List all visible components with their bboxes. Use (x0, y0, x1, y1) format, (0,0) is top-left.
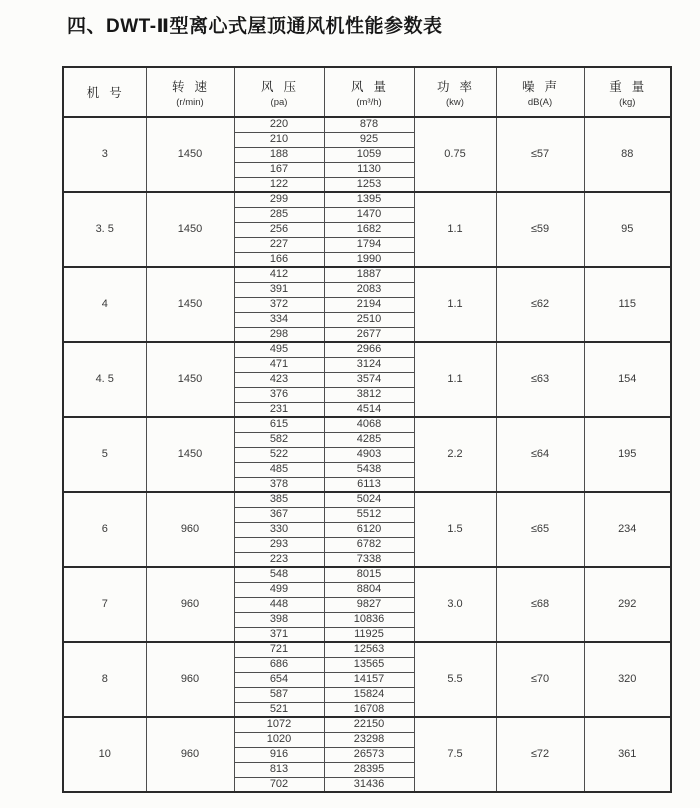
pressure-cell: 188 (234, 147, 324, 162)
pressure-cell: 499 (234, 582, 324, 597)
speed-cell: 960 (146, 567, 234, 642)
volume-cell: 8804 (324, 582, 414, 597)
column-header-unit: (m³/h) (356, 96, 382, 108)
volume-cell: 1794 (324, 237, 414, 252)
performance-table (62, 66, 672, 793)
volume-cell: 22150 (324, 717, 414, 732)
pressure-cell: 702 (234, 777, 324, 792)
pressure-cell: 521 (234, 702, 324, 717)
power-cell: 3.0 (414, 567, 496, 642)
pressure-cell: 686 (234, 657, 324, 672)
volume-cell: 4285 (324, 432, 414, 447)
table-row (63, 717, 671, 732)
volume-cell: 13565 (324, 657, 414, 672)
pressure-cell: 587 (234, 687, 324, 702)
pressure-cell: 398 (234, 612, 324, 627)
pressure-cell: 167 (234, 162, 324, 177)
volume-cell: 7338 (324, 552, 414, 567)
volume-cell: 2194 (324, 297, 414, 312)
table-row (63, 117, 671, 132)
pressure-cell: 448 (234, 597, 324, 612)
pressure-cell: 615 (234, 417, 324, 432)
column-header-6 (584, 67, 671, 117)
speed-cell: 1450 (146, 417, 234, 492)
volume-cell: 9827 (324, 597, 414, 612)
pressure-cell: 220 (234, 117, 324, 132)
volume-cell: 1990 (324, 252, 414, 267)
model-cell: 8 (63, 642, 146, 717)
table-row (63, 492, 671, 507)
volume-cell: 3124 (324, 357, 414, 372)
model-cell: 10 (63, 717, 146, 792)
volume-cell: 28395 (324, 762, 414, 777)
table-body (63, 117, 671, 792)
column-header-label: 机 号 (86, 86, 123, 100)
pressure-cell: 166 (234, 252, 324, 267)
pressure-cell: 378 (234, 477, 324, 492)
volume-cell: 31436 (324, 777, 414, 792)
volume-cell: 1253 (324, 177, 414, 192)
volume-cell: 3574 (324, 372, 414, 387)
volume-cell: 4514 (324, 402, 414, 417)
noise-cell: ≤64 (496, 417, 584, 492)
speed-cell: 960 (146, 492, 234, 567)
pressure-cell: 227 (234, 237, 324, 252)
column-header-unit: dB(A) (527, 96, 553, 108)
pressure-cell: 372 (234, 297, 324, 312)
model-cell: 4 (63, 267, 146, 342)
pressure-cell: 495 (234, 342, 324, 357)
volume-cell: 1470 (324, 207, 414, 222)
volume-cell: 3812 (324, 387, 414, 402)
speed-cell: 1450 (146, 192, 234, 267)
pressure-cell: 654 (234, 672, 324, 687)
weight-cell: 234 (584, 492, 671, 567)
table-header-row (63, 67, 671, 117)
column-header-label: 风 量 (351, 79, 387, 94)
volume-cell: 4068 (324, 417, 414, 432)
weight-cell: 292 (584, 567, 671, 642)
column-header-2 (234, 67, 324, 117)
noise-cell: ≤70 (496, 642, 584, 717)
volume-cell: 16708 (324, 702, 414, 717)
pressure-cell: 582 (234, 432, 324, 447)
volume-cell: 4903 (324, 447, 414, 462)
pressure-cell: 293 (234, 537, 324, 552)
pressure-cell: 548 (234, 567, 324, 582)
volume-cell: 2966 (324, 342, 414, 357)
power-cell: 0.75 (414, 117, 496, 192)
pressure-cell: 522 (234, 447, 324, 462)
power-cell: 7.5 (414, 717, 496, 792)
table-row (63, 417, 671, 432)
pressure-cell: 231 (234, 402, 324, 417)
weight-cell: 361 (584, 717, 671, 792)
pressure-cell: 916 (234, 747, 324, 762)
pressure-cell: 485 (234, 462, 324, 477)
power-cell: 1.5 (414, 492, 496, 567)
pressure-cell: 371 (234, 627, 324, 642)
volume-cell: 6782 (324, 537, 414, 552)
pressure-cell: 1072 (234, 717, 324, 732)
volume-cell: 26573 (324, 747, 414, 762)
column-header-5 (496, 67, 584, 117)
column-header-unit: (kw) (446, 96, 464, 108)
model-cell: 7 (63, 567, 146, 642)
column-header-label: 转 速 (172, 79, 208, 94)
volume-cell: 5024 (324, 492, 414, 507)
weight-cell: 195 (584, 417, 671, 492)
speed-cell: 1450 (146, 117, 234, 192)
power-cell: 1.1 (414, 192, 496, 267)
volume-cell: 1395 (324, 192, 414, 207)
pressure-cell: 423 (234, 372, 324, 387)
volume-cell: 8015 (324, 567, 414, 582)
pressure-cell: 813 (234, 762, 324, 777)
volume-cell: 11925 (324, 627, 414, 642)
column-header-label: 功 率 (437, 79, 473, 94)
pressure-cell: 391 (234, 282, 324, 297)
volume-cell: 23298 (324, 732, 414, 747)
column-header-unit: (r/min) (176, 96, 204, 108)
pressure-cell: 1020 (234, 732, 324, 747)
volume-cell: 2083 (324, 282, 414, 297)
weight-cell: 154 (584, 342, 671, 417)
model-cell: 5 (63, 417, 146, 492)
noise-cell: ≤62 (496, 267, 584, 342)
volume-cell: 2677 (324, 327, 414, 342)
volume-cell: 6113 (324, 477, 414, 492)
weight-cell: 88 (584, 117, 671, 192)
pressure-cell: 412 (234, 267, 324, 282)
column-header-1 (146, 67, 234, 117)
volume-cell: 925 (324, 132, 414, 147)
speed-cell: 960 (146, 717, 234, 792)
weight-cell: 320 (584, 642, 671, 717)
pressure-cell: 376 (234, 387, 324, 402)
pressure-cell: 721 (234, 642, 324, 657)
pressure-cell: 223 (234, 552, 324, 567)
column-header-3 (324, 67, 414, 117)
pressure-cell: 334 (234, 312, 324, 327)
model-cell: 3 (63, 117, 146, 192)
pressure-cell: 298 (234, 327, 324, 342)
column-header-unit: (kg) (619, 96, 636, 108)
pressure-cell: 299 (234, 192, 324, 207)
model-cell: 4. 5 (63, 342, 146, 417)
pressure-cell: 471 (234, 357, 324, 372)
table-row (63, 192, 671, 207)
noise-cell: ≤65 (496, 492, 584, 567)
model-cell: 6 (63, 492, 146, 567)
volume-cell: 5512 (324, 507, 414, 522)
power-cell: 1.1 (414, 342, 496, 417)
volume-cell: 14157 (324, 672, 414, 687)
volume-cell: 1059 (324, 147, 414, 162)
weight-cell: 95 (584, 192, 671, 267)
pressure-cell: 330 (234, 522, 324, 537)
pressure-cell: 385 (234, 492, 324, 507)
pressure-cell: 210 (234, 132, 324, 147)
column-header-4 (414, 67, 496, 117)
power-cell: 5.5 (414, 642, 496, 717)
column-header-label: 重 量 (609, 79, 646, 94)
pressure-cell: 285 (234, 207, 324, 222)
speed-cell: 1450 (146, 342, 234, 417)
column-header-0 (63, 67, 146, 117)
volume-cell: 15824 (324, 687, 414, 702)
volume-cell: 1887 (324, 267, 414, 282)
page-title: 四、DWT-Ⅱ型离心式屋顶通风机性能参数表 (67, 16, 443, 37)
noise-cell: ≤63 (496, 342, 584, 417)
column-header-unit: (pa) (270, 96, 288, 108)
table-row (63, 267, 671, 282)
weight-cell: 115 (584, 267, 671, 342)
model-cell: 3. 5 (63, 192, 146, 267)
volume-cell: 1682 (324, 222, 414, 237)
noise-cell: ≤57 (496, 117, 584, 192)
power-cell: 1.1 (414, 267, 496, 342)
volume-cell: 6120 (324, 522, 414, 537)
volume-cell: 1130 (324, 162, 414, 177)
noise-cell: ≤59 (496, 192, 584, 267)
table-row (63, 642, 671, 657)
column-header-label: 噪 声 (522, 79, 558, 94)
volume-cell: 12563 (324, 642, 414, 657)
volume-cell: 5438 (324, 462, 414, 477)
speed-cell: 1450 (146, 267, 234, 342)
table-row (63, 342, 671, 357)
table-row (63, 567, 671, 582)
pressure-cell: 367 (234, 507, 324, 522)
volume-cell: 10836 (324, 612, 414, 627)
speed-cell: 960 (146, 642, 234, 717)
pressure-cell: 256 (234, 222, 324, 237)
noise-cell: ≤72 (496, 717, 584, 792)
column-header-label: 风 压 (261, 79, 297, 94)
volume-cell: 878 (324, 117, 414, 132)
power-cell: 2.2 (414, 417, 496, 492)
noise-cell: ≤68 (496, 567, 584, 642)
pressure-cell: 122 (234, 177, 324, 192)
volume-cell: 2510 (324, 312, 414, 327)
